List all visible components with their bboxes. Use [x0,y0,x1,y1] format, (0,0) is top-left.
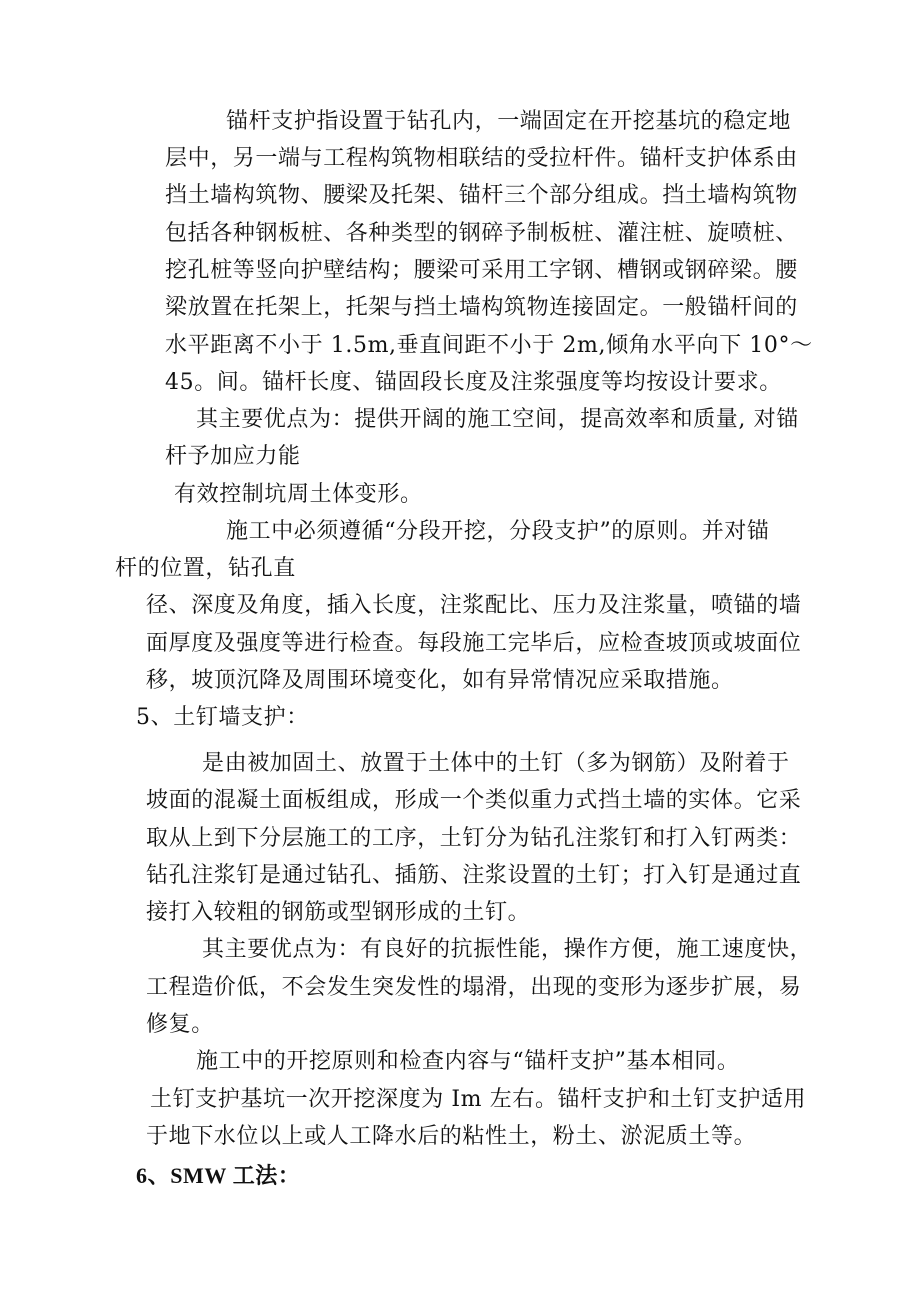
para2-line3: 有效控制坑周土体变形。 [174,482,423,507]
para2-line1: 其主要优点为：提供开阔的施工空间，提高效率和质量, 对锚 [196,407,799,432]
para1-line8: 45。间。锚杆长度、锚固段长度及注浆强度等均按设计要求。 [165,370,782,395]
section-heading-6: 6、SMW 工法： [136,1163,301,1188]
para1-line2: 层中，另一端与工程构筑物相联结的受拉杆件。锚杆支护体系由 [165,146,798,171]
para1-line1: 锚杆支护指设置于钻孔内，一端固定在开挖基坑的稳定地 [226,109,792,134]
para1-line3: 挡土墙构筑物、腰梁及托架、锚杆三个部分组成。挡土墙构筑物 [165,183,798,208]
para3-line3: 径、深度及角度，插入长度，注浆配比、压力及注浆量，喷锚的墙 [146,593,802,618]
para3-line2: 杆的位置，钻孔直 [115,556,296,581]
para2-line2: 杆予加应力能 [165,444,301,469]
para5-line1: 其主要优点为：有良好的抗振性能，操作方便，施工速度快， [202,937,813,962]
para6-line1: 施工中的开挖原则和检查内容与“锚杆支护”基本相同。 [196,1049,740,1074]
para6-line3: 于地下水位以上或人工降水后的粘性土，粉土、淤泥质土等。 [146,1124,757,1149]
para4-line2: 坡面的混凝土面板组成，形成一个类似重力式挡土墙的实体。它采 [146,788,802,813]
para1-line4: 包括各种钢板桩、各种类型的钢碎予制板桩、灌注桩、旋喷桩、 [165,221,798,246]
para1-line6: 梁放置在托架上，托架与挡土墙构筑物连接固定。一般锚杆间的 [165,295,798,320]
para6-line2: 土钉支护基坑一次开挖深度为 Im 左右。锚杆支护和土钉支护适用 [150,1087,807,1112]
para4-line5: 接打入较粗的钢筋或型钢形成的土钉。 [146,900,531,925]
para3-line4: 面厚度及强度等进行检查。每段施工完毕后，应检查坡顶或坡面位 [146,631,802,656]
para4-line3: 取从上到下分层施工的工序，土钉分为钻孔注浆钉和打入钉两类： [146,826,802,851]
section-heading-5: 5、土钉墙支护： [136,705,309,730]
para1-line5: 挖孔桩等竖向护壁结构；腰梁可采用工字钢、槽钢或钢碎梁。腰 [165,258,798,283]
para3-line5: 移，坡顶沉降及周围环境变化，如有异常情况应采取措施。 [146,668,734,693]
para5-line2: 工程造价低，不会发生突发性的塌滑，出现的变形为逐步扩展，易 [146,975,802,1000]
para5-line3: 修复。 [146,1012,214,1037]
para4-line1: 是由被加固土、放置于土体中的土钉（多为钢筋）及附着于 [202,751,790,776]
para1-line7: 水平距离不小于 1.5m,垂直间距不小于 2m,倾角水平向下 10°～ [165,333,813,358]
para3-line1: 施工中必须遵循“分段开挖，分段支护”的原则。并对锚 [226,519,770,544]
para4-line4: 钻孔注浆钉是通过钻孔、插筋、注浆设置的土钉；打入钉是通过直 [146,863,802,888]
